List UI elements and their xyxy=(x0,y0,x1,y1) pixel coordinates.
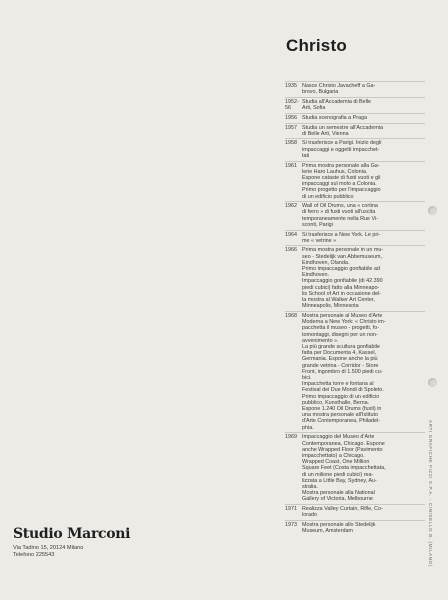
timeline-text xyxy=(302,506,425,518)
timeline-text-line: impaccaggi sul molo a Colonia. xyxy=(302,181,377,188)
timeline-text xyxy=(302,434,425,502)
timeline-text-line: La più grande scultura gonfiabile xyxy=(302,344,380,351)
timeline-year: 1964 xyxy=(285,231,297,238)
timeline-text-line: Primo progetto per l'impaccaggio xyxy=(302,187,381,194)
timeline-text-line: lerie Haro Lauhus, Colonia. xyxy=(302,168,368,175)
timeline-text-line: Mostra personale al Museo d'Arte xyxy=(302,313,383,319)
timeline-text-line: lis School of Art in occasione del- xyxy=(302,290,382,297)
timeline-text-line: Studia un semestre all'Accademia xyxy=(302,124,384,131)
biography-timeline xyxy=(285,81,425,536)
timeline-text xyxy=(302,115,425,121)
timeline-text-line: anche Wrapped Floor (Pavimento xyxy=(302,446,383,453)
timeline-text-line: tomontaggi, disegni per un non- xyxy=(302,331,378,338)
timeline-text-line: d'Arte Contemporanea, Philadel- xyxy=(302,418,381,425)
timeline-text-line: di un milione piedi cubici) rea- xyxy=(302,471,374,478)
printer-credit: ARTI GRAFICHE FIZZI S.P.A. - CINISELLO B. (MILANO) xyxy=(428,420,433,567)
timeline-year: 1971 xyxy=(285,506,297,513)
timeline-text-line: Studia all'Accademia di Belle xyxy=(302,98,372,105)
timeline-text-line: Gallery of Victoria, Melbourne xyxy=(302,496,373,503)
timeline-text-line: Wrapped Coast, One Million xyxy=(302,459,370,466)
timeline-text-line: Si trasferisce a New York. Le pri- xyxy=(302,231,381,238)
timeline-text-line: Arti, Sofia xyxy=(302,105,326,112)
timeline-text-line: Espone cataste di fusti vuoti e gli xyxy=(302,174,381,181)
timeline-text-line: avvenimento ». xyxy=(302,337,339,344)
timeline-text-line: grande vetrina - Corridor - Store xyxy=(302,362,379,369)
timeline-entry xyxy=(285,230,425,246)
timeline-text-line: Square Feet (Costa impacchettata, xyxy=(302,465,386,472)
timeline-year: 1961 xyxy=(285,162,297,169)
timeline-entry xyxy=(285,81,425,97)
timeline-text-line: Nasce Christo Javacheff a Ga- xyxy=(302,83,376,89)
timeline-text-line: Impacchetta torre e fontana al xyxy=(302,381,374,388)
timeline-text-line: di Belle Arti, Vienna xyxy=(302,130,349,137)
timeline-entry xyxy=(285,113,425,123)
timeline-text-line: Prima mostra personale in un mu- xyxy=(302,247,384,254)
gallery-phone: Telefono 225543 xyxy=(13,552,55,558)
timeline-text-line: me « vetrine » xyxy=(302,237,337,244)
timeline-text xyxy=(302,99,425,111)
page-title: Christo xyxy=(286,36,347,55)
timeline-text-line: Front, ingombro di 1.500 piedi cu- xyxy=(302,368,383,375)
timeline-text xyxy=(302,83,425,95)
timeline-entry xyxy=(285,311,425,432)
binder-hole xyxy=(428,378,437,387)
timeline-text xyxy=(302,313,425,431)
timeline-text xyxy=(302,125,425,137)
timeline-text-line: Festival dei Due Mondi di Spoleto. xyxy=(302,387,384,394)
timeline-text-line: di ferro » di fusti vuoti all'uscita xyxy=(302,209,376,216)
timeline-text xyxy=(302,522,425,534)
gallery-name: Studio Marconi xyxy=(13,526,131,542)
timeline-year: 1973 xyxy=(285,522,297,528)
timeline-year: 1962 xyxy=(285,203,297,210)
timeline-text-line: Mostra personale allo Stedelijk xyxy=(302,522,376,528)
timeline-text-line: impaccaggi e oggetti impacchet- xyxy=(302,146,380,153)
timeline-text-line: Wall of Oil Drums, una « cortina xyxy=(302,203,378,210)
timeline-text xyxy=(302,203,425,228)
timeline-entry xyxy=(285,520,425,536)
timeline-text-line: brovo, Bulgaria xyxy=(302,89,339,96)
timeline-text-line: di un edificio pubblico xyxy=(302,193,354,200)
timeline-text-line: seo - Stedelijk van Abbemuseum, xyxy=(302,253,383,260)
timeline-text-line: tati xyxy=(302,152,310,159)
timeline-text-line: Primo impaccaggio di un edificio xyxy=(302,393,380,400)
timeline-text-line: Germania. Espone anche la più xyxy=(302,356,378,363)
timeline-text-line: Espone 1.240 Oil Drums (fusti) in xyxy=(302,406,382,413)
timeline-text xyxy=(302,247,425,309)
timeline-year: 1957 xyxy=(285,124,297,131)
timeline-text-line: la mostra al Walker Art Center, xyxy=(302,297,375,304)
timeline-text-line: phia. xyxy=(302,424,314,431)
timeline-entry xyxy=(285,504,425,520)
timeline-year: 1966 xyxy=(285,247,297,254)
gallery-address: Via Tadino 15, 20124 Milano xyxy=(13,545,84,551)
binder-hole xyxy=(428,206,437,215)
timeline-text-line: Prima mostra personale alla Ga- xyxy=(302,162,380,169)
timeline-text-line: impacchettato) a Chicago. xyxy=(302,452,365,459)
timeline-text-line: Eindhoven, Olanda. xyxy=(302,259,350,266)
timeline-text-line: Museum, Amsterdam xyxy=(302,528,353,535)
timeline-text-line: pubblico, Kunsthalle, Berna. xyxy=(302,399,370,406)
timeline-text-line: Realizza Valley Curtain, Rifle, Co- xyxy=(302,506,383,513)
timeline-entry xyxy=(285,123,425,139)
timeline-year: 1958 xyxy=(285,140,297,147)
timeline-text-line: una mostra personale all'Istituto xyxy=(302,412,378,419)
timeline-text-line: Studia scenografia a Praga xyxy=(302,114,368,121)
timeline-year: 1935 xyxy=(285,83,297,89)
timeline-text-line: Si trasferisce a Parigi. Inizio degli xyxy=(302,140,382,147)
timeline-text-line: Impaccaggio del Museo d'Arte xyxy=(302,434,375,441)
timeline-entry xyxy=(285,161,425,202)
timeline-entry xyxy=(285,245,425,311)
timeline-entry xyxy=(285,138,425,160)
timeline-year: 1952-56 xyxy=(285,98,299,112)
timeline-entry xyxy=(285,432,425,504)
timeline-text-line: Mostra personale alla National xyxy=(302,490,375,497)
timeline-text-line: temporaneamente nella Rue Vi- xyxy=(302,215,379,222)
timeline-text xyxy=(302,232,425,244)
timeline-text xyxy=(302,163,425,200)
timeline-entry xyxy=(285,201,425,229)
timeline-text-line: Minneapolis, Minnesota xyxy=(302,303,359,310)
timeline-text-line: stralia. xyxy=(302,483,318,490)
timeline-year: 1969 xyxy=(285,434,297,441)
timeline-text-line: piedi cubici) fatto alla Minneapo- xyxy=(302,284,380,291)
timeline-year: 1956 xyxy=(285,114,297,121)
timeline-text-line: fatta per Documenta 4, Kassel, xyxy=(302,350,377,357)
timeline-text xyxy=(302,140,425,159)
timeline-text-line: lizzata a Little Bay, Sydney, Au- xyxy=(302,477,377,484)
timeline-text-line: lorado xyxy=(302,512,317,519)
timeline-text-line: bici. xyxy=(302,375,312,382)
timeline-text-line: pacchetta il museo - progetti, fo- xyxy=(302,325,380,332)
timeline-text-line: Impaccaggio gonfiabile (di 42.390 xyxy=(302,278,383,285)
timeline-entry xyxy=(285,97,425,113)
timeline-year: 1968 xyxy=(285,313,297,319)
timeline-text-line: sconti, Parigi xyxy=(302,221,333,228)
timeline-text-line: Moderna a New York: « Christo im- xyxy=(302,319,386,326)
timeline-text-line: Eindhoven. xyxy=(302,272,329,279)
timeline-text-line: Primo impaccaggio gonfiabile ad xyxy=(302,266,380,273)
timeline-text-line: Contemporanea, Chicago. Espone xyxy=(302,440,385,447)
